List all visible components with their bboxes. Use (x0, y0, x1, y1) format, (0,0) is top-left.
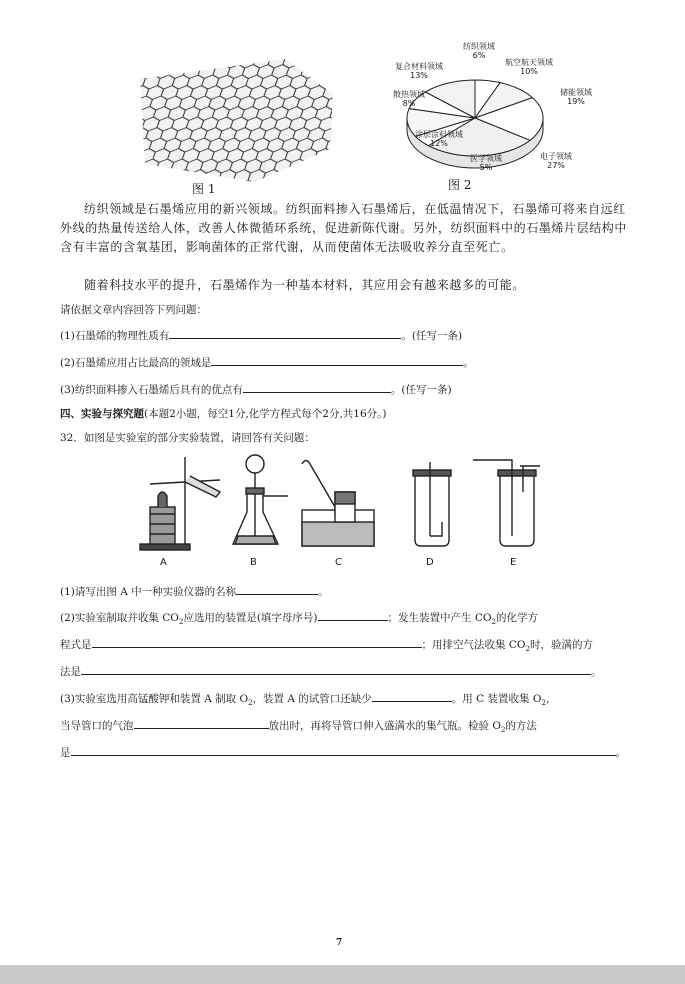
question-text: 放出时，再将导管口伸入盛满水的集气瓶。检验 O (268, 720, 501, 732)
pie-label-percent: 8% (402, 99, 416, 108)
subscript: 2 (491, 618, 496, 627)
answer-blank[interactable] (92, 637, 422, 648)
pie-label-percent: 27% (547, 161, 565, 170)
pie-label-5 (470, 154, 502, 172)
apparatus-drawing (130, 452, 560, 557)
section-title: 四、实验与探究题 (60, 408, 144, 420)
question-suffix: 。 (615, 747, 626, 759)
question-3 (60, 382, 452, 397)
pie-label-name: 储能领域 (560, 88, 592, 97)
question-text: 应选用的装置是(填字母序号) (183, 612, 318, 624)
subscript: 2 (178, 618, 184, 627)
apparatus-label-c: C (335, 557, 342, 568)
question-text: (1)请写出图 A 中一种实验仪器的名称 (60, 586, 237, 598)
section-4-heading (60, 406, 387, 421)
question-text: 的方法 (505, 720, 537, 732)
question-text: 。用 C 装置收集 O (451, 693, 542, 705)
question-32-3-line1 (60, 691, 556, 707)
pie-label-2 (505, 58, 553, 76)
question-text: (1)石墨烯的物理性质有 (60, 330, 170, 342)
pie-label-percent: 10% (520, 67, 538, 76)
question-text: ，装置 A 的试管口还缺少 (252, 693, 372, 705)
pie-label-name: 涂层涂料领域 (415, 130, 463, 139)
lab-apparatus-figure (130, 452, 560, 572)
question-32-3-line3 (60, 745, 626, 760)
answer-blank[interactable] (81, 664, 591, 675)
graphene-lattice-figure (135, 54, 335, 184)
pie-label-4 (540, 152, 572, 170)
figure1-caption: 图 1 (192, 182, 216, 196)
pie-label-percent: 13% (410, 71, 428, 80)
paragraph-outlook (60, 276, 630, 295)
question-suffix: 。(任写一条) (401, 330, 463, 342)
question-suffix: 。 (591, 666, 602, 678)
answer-blank[interactable] (243, 382, 391, 393)
question-text: 当导管口的气泡 (60, 720, 134, 732)
prompt-text: 请依据文章内容回答下列问题： (60, 304, 207, 316)
pie-label-6 (415, 130, 463, 148)
viewer-bottom-bar (0, 965, 685, 984)
paragraph-text: 随着科技水平的提升，石墨烯作为一种基本材料，其应用会有越来越多的可能。 (84, 278, 526, 292)
subscript: 2 (248, 699, 253, 708)
question-text: (2)石墨烯应用占比最高的领域是 (60, 357, 212, 369)
question-text: ；发生装置中产生 CO (387, 612, 492, 624)
pie-label-name: 航空航天领域 (505, 58, 553, 67)
figure2-caption: 图 2 (448, 178, 472, 192)
pie-label-7 (393, 90, 425, 108)
question-text: 是 (60, 747, 71, 759)
figures-row (130, 40, 600, 200)
answer-blank[interactable] (372, 691, 452, 702)
pie-label-name: 复合材料领域 (395, 62, 443, 71)
apparatus-label-d: D (426, 557, 434, 568)
apparatus-label-e: E (510, 557, 517, 568)
section-note: (本题2小题，每空1分,化学方程式每个2分,共16分。) (144, 408, 387, 420)
question-32-1 (60, 584, 329, 599)
answer-blank[interactable] (169, 328, 401, 339)
question-32-2-line1 (60, 610, 538, 626)
question-32-2-line2 (60, 637, 593, 653)
pie-label-name: 散热领域 (393, 90, 425, 99)
question-suffix: 。(任写一条) (390, 384, 452, 396)
question-1 (60, 328, 462, 343)
subscript: 2 (500, 726, 506, 735)
answer-blank[interactable] (134, 718, 269, 729)
pie-label-percent: 5% (479, 163, 493, 172)
page-number: 7 (336, 938, 343, 948)
question-text: 时，验满的方 (529, 639, 593, 651)
paragraph-textile (60, 200, 630, 257)
apparatus-label-a: A (160, 557, 167, 568)
answer-blank[interactable] (211, 355, 463, 366)
paragraph-text: 纺织领域是石墨烯应用的新兴领域。纺织面料掺入石墨烯后，在低温情况下，石墨烯可将来自远红外线的热量传送给人体，改善人体微循环系统，促进新陈代谢。另外，纺织面料中的石墨烯片层结构中含有丰富的含氧基团，影响菌体的正常代谢，从而使菌体无法吸收养分直至死亡。 (60, 202, 628, 254)
question-32-3-line2 (60, 718, 537, 734)
pie-label-percent: 6% (472, 51, 486, 60)
question-suffix: 。 (463, 357, 474, 369)
pie-label-3 (560, 88, 592, 106)
apparatus-label-b: B (250, 557, 257, 568)
answer-blank[interactable] (71, 745, 616, 756)
pie-label-name: 电子领域 (540, 152, 572, 161)
question-text: ；用排空气法收集 CO (421, 639, 526, 651)
answer-blank[interactable] (318, 610, 388, 621)
pie-chart-figure (355, 40, 600, 190)
pie-label-percent: 19% (567, 97, 585, 106)
question-32: 32．如图是实验室的部分实验装置，请回答有关问题： (60, 432, 315, 444)
question-text: (3)纺织面料掺入石墨烯后具有的优点有 (60, 384, 243, 396)
subscript: 2 (525, 645, 530, 654)
question-text: 程式是 (60, 639, 92, 651)
subscript: 2 (541, 699, 546, 708)
question-text: 法是 (60, 666, 81, 678)
question-text: (2)实验室制取并收集 CO (60, 612, 179, 624)
pie-label-1 (463, 42, 495, 60)
question-text: ， (545, 693, 557, 705)
question-text: 的化学方 (495, 612, 538, 624)
pie-label-name: 医学领域 (470, 154, 502, 163)
question-2 (60, 355, 474, 370)
pie-label-8 (395, 62, 443, 80)
pie-label-percent: 12% (430, 139, 448, 148)
question-text: (3)实验室选用高锰酸钾和装置 A 制取 O (60, 693, 249, 705)
question-suffix: 。 (318, 586, 329, 598)
pie-label-name: 纺织领域 (463, 42, 495, 51)
answer-blank[interactable] (236, 584, 318, 595)
question-32-2-line3 (60, 664, 602, 679)
